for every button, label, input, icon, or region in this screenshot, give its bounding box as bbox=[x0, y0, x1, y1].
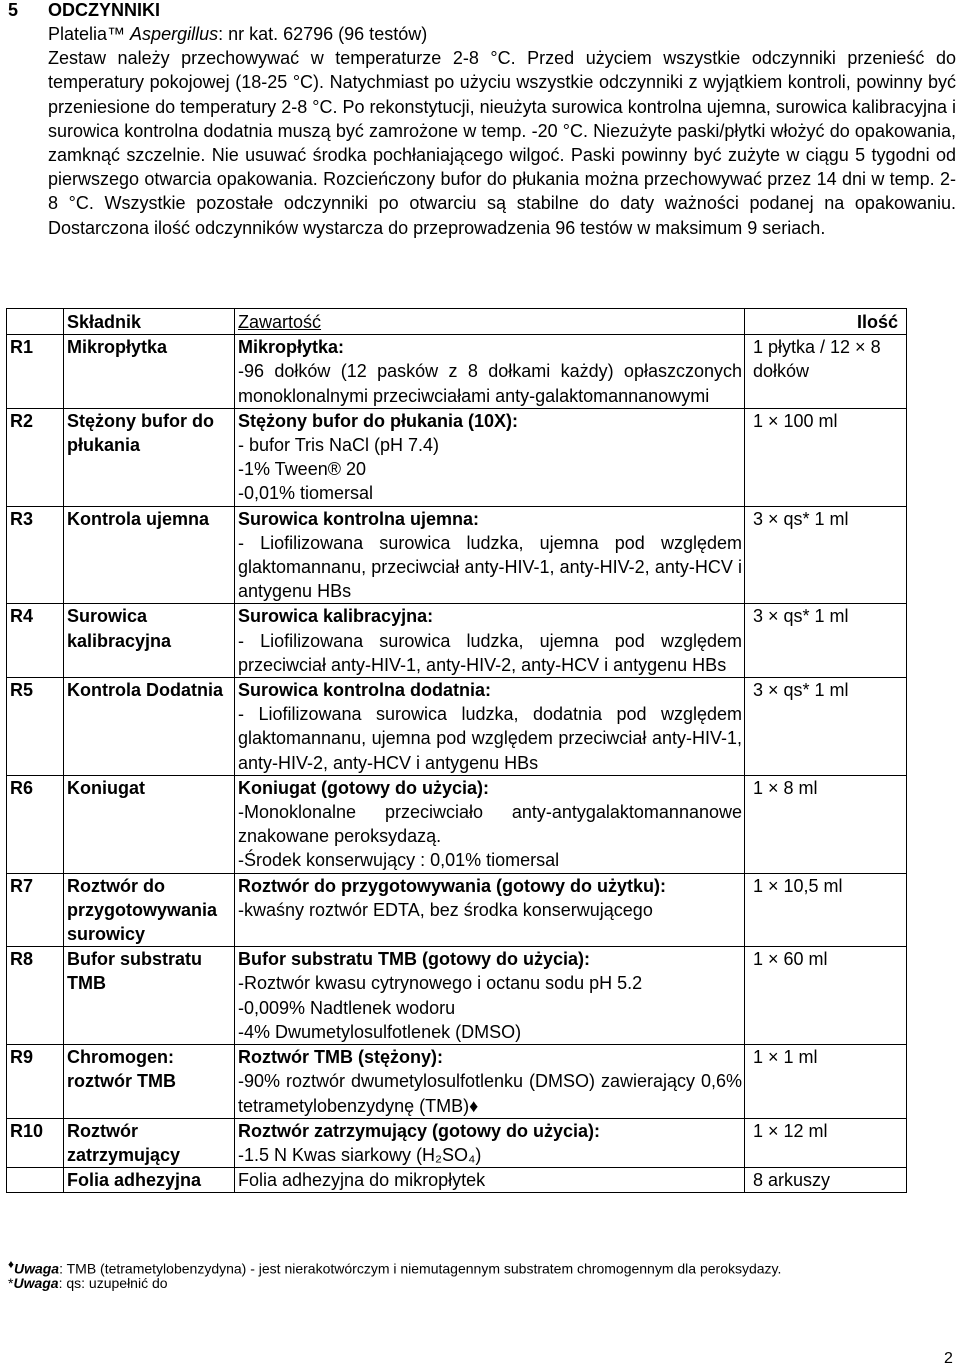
content-line: -0,009% Nadtlenek wodoru bbox=[238, 997, 456, 1018]
table-row bbox=[7, 408, 907, 506]
row-content bbox=[235, 506, 745, 604]
content-line: Folia adhezyjna do mikropłytek bbox=[238, 1170, 486, 1191]
row-content bbox=[235, 947, 745, 1045]
footnote-qs bbox=[8, 1275, 168, 1292]
content-line: -0,01% tiomersal bbox=[238, 483, 374, 504]
footnote-label: Uwaga bbox=[13, 1275, 59, 1291]
table-row bbox=[7, 1168, 907, 1193]
row-code bbox=[7, 1168, 64, 1193]
row-name: Stężony bufor do płukania bbox=[64, 408, 235, 506]
row-content bbox=[235, 678, 745, 776]
row-quantity: 1 × 10,5 ml bbox=[745, 873, 907, 947]
row-content bbox=[235, 604, 745, 678]
row-name: Bufor substratu TMB bbox=[64, 947, 235, 1045]
content-heading: Surowica kalibracyjna: bbox=[238, 606, 434, 627]
content-line: -96 dołków (12 pasków z 8 dołkami każdy) opłaszczonych monoklonalnymi przeciwciałami anty-galaktomannanowymi bbox=[238, 361, 742, 406]
row-name: Koniugat bbox=[64, 775, 235, 873]
row-code: R2 bbox=[7, 408, 64, 506]
row-quantity: 1 × 60 ml bbox=[745, 947, 907, 1045]
footnote-mark: * bbox=[8, 1275, 14, 1291]
row-content bbox=[235, 335, 745, 409]
row-quantity: 8 arkuszy bbox=[745, 1168, 907, 1193]
row-code: R10 bbox=[7, 1118, 64, 1167]
row-quantity: 3 × qs* 1 ml bbox=[745, 678, 907, 776]
row-code: R1 bbox=[7, 335, 64, 409]
content-line: -Środek konserwujący : 0,01% tiomersal bbox=[238, 850, 560, 871]
table-row bbox=[7, 775, 907, 873]
table-row bbox=[7, 678, 907, 776]
table-row bbox=[7, 947, 907, 1045]
content-heading: Koniugat (gotowy do użycia): bbox=[238, 777, 489, 798]
section-number: 5 bbox=[8, 0, 19, 20]
content-line: -1.5 N Kwas siarkowy (H₂SO₄) bbox=[238, 1144, 482, 1165]
section-title: ODCZYNNIKI bbox=[48, 0, 160, 20]
content-line: - Liofilizowana surowica ludzka, ujemna pod względem glaktomannanu, przeciwciał anty-HIV-1, anty-HIV-2, anty-HCV i antygenu HBs bbox=[238, 532, 742, 602]
content-heading: Roztwór do przygotowywania (gotowy do użytku): bbox=[238, 875, 666, 896]
content-heading: Mikropłytka: bbox=[238, 337, 345, 358]
row-quantity: 3 × qs* 1 ml bbox=[745, 506, 907, 604]
row-code: R3 bbox=[7, 506, 64, 604]
content-heading: Roztwór zatrzymujący (gotowy do użycia): bbox=[238, 1120, 601, 1141]
content-line: -kwaśny roztwór EDTA, bez środka konserwującego bbox=[238, 899, 653, 920]
row-quantity: 1 płytka / 12 × 8 dołków bbox=[745, 335, 907, 409]
intro-text bbox=[48, 22, 956, 240]
table-row bbox=[7, 873, 907, 947]
content-heading: Surowica kontrolna ujemna: bbox=[238, 508, 480, 529]
table-row bbox=[7, 506, 907, 604]
row-name: Roztwór zatrzymujący bbox=[64, 1118, 235, 1167]
footnote-text: : TMB (tetrametylobenzydyna) - jest nierakotwórczym i niemutagennym substratem chromogennym dla peroksydazy. bbox=[59, 1260, 782, 1277]
row-code: R8 bbox=[7, 947, 64, 1045]
header-component: Składnik bbox=[64, 309, 235, 335]
row-code: R9 bbox=[7, 1045, 64, 1119]
footnote-mark: ♦ bbox=[8, 1258, 14, 1271]
content-line: - Liofilizowana surowica ludzka, ujemna pod względem przeciwciał anty-HIV-1, anty-HIV-2, anty-HCV i antygenu HBs bbox=[238, 630, 742, 675]
table-row bbox=[7, 335, 907, 409]
header-content: Zawartość bbox=[235, 309, 745, 335]
section-heading bbox=[8, 0, 160, 20]
row-name: Mikropłytka bbox=[64, 335, 235, 409]
row-code: R7 bbox=[7, 873, 64, 947]
content-line: -1% Tween® 20 bbox=[238, 459, 367, 480]
table-header-row bbox=[7, 309, 907, 335]
row-code: R6 bbox=[7, 775, 64, 873]
row-name: Kontrola Dodatnia bbox=[64, 678, 235, 776]
row-content bbox=[235, 1118, 745, 1167]
row-content bbox=[235, 775, 745, 873]
row-content bbox=[235, 873, 745, 947]
product-name: Platelia™ bbox=[48, 24, 131, 44]
table-row bbox=[7, 604, 907, 678]
content-line: -Roztwór kwasu cytrynowego i octanu sodu pH 5.2 bbox=[238, 973, 643, 994]
content-heading: Roztwór TMB (stężony): bbox=[238, 1047, 443, 1068]
product-organism: Aspergillus bbox=[130, 24, 219, 44]
row-name: Kontrola ujemna bbox=[64, 506, 235, 604]
content-heading: Surowica kontrolna dodatnia: bbox=[238, 680, 492, 701]
content-line: -4% Dwumetylosulfotlenek (DMSO) bbox=[238, 1021, 522, 1042]
content-line: -90% roztwór dwumetylosulfotlenku (DMSO) zawierający 0,6% tetrametylobenzydynę (TMB)♦ bbox=[238, 1071, 742, 1116]
row-name: Roztwór do przygotowywania surowicy bbox=[64, 873, 235, 947]
row-quantity: 1 × 1 ml bbox=[745, 1045, 907, 1119]
footnote-label: Uwaga bbox=[13, 1260, 60, 1277]
storage-paragraph: Zestaw należy przechowywać w temperaturze 2-8 °C. Przed użyciem wszystkie odczynniki przenieść do temperatury pokojowej (18-25 °C). Natychmiast po użyciu wszystkie odczynniki z wyjątkiem kontroli, powinny być przeniesione do temperatury 2-8 °C. Po rekonstytucji, nieużyta surowica kontrolna ujemna, surowica kalibracyjna i surowica kontrolna dodatnia muszą być zamrożone w temp. -20 °C. Niezużyte paski/płytki włożyć do opakowania, zamknąć szczelnie. Nie usuwać środka pochłaniającego wilgoć. Paski powinny być zużyte w ciągu 5 tygodni od pierwszego otwarcia opakowania. Rozcieńczony bufor do płukania można przechowywać przez 14 dni w temp. 2-8 °C. Wszystkie pozostałe odczynniki po otwarciu są stabilne do daty ważności podanej na opakowaniu. Dostarczona ilość odczynników wystarcza do przeprowadzenia 96 testów w maksimum 9 seriach. bbox=[48, 48, 956, 238]
row-quantity: 1 × 12 ml bbox=[745, 1118, 907, 1167]
content-heading: Stężony bufor do płukania (10X): bbox=[238, 410, 519, 431]
row-quantity: 3 × qs* 1 ml bbox=[745, 604, 907, 678]
row-quantity: 1 × 100 ml bbox=[745, 408, 907, 506]
row-quantity: 1 × 8 ml bbox=[745, 775, 907, 873]
product-line bbox=[48, 22, 956, 46]
page-number: 2 bbox=[944, 1350, 953, 1367]
row-name: Folia adhezyjna bbox=[64, 1168, 235, 1193]
catalog-number: : nr kat. 62796 (96 testów) bbox=[218, 24, 428, 44]
table-row bbox=[7, 1118, 907, 1167]
content-line: - Liofilizowana surowica ludzka, dodatnia pod względem glaktomannanu, ujemna pod względem przeciwciał anty-HIV-1, anty-HIV-2, anty-HCV i antygenu HBs bbox=[238, 704, 742, 773]
header-quantity: Ilość bbox=[745, 309, 907, 335]
content-line: - bufor Tris NaCl (pH 7.4) bbox=[238, 435, 440, 456]
row-code: R5 bbox=[7, 678, 64, 776]
reagents-table bbox=[6, 308, 907, 1193]
row-content bbox=[235, 408, 745, 506]
content-line: -Monoklonalne przeciwciało anty-antygalaktomannanowe znakowane peroksydazą. bbox=[238, 802, 742, 847]
row-content bbox=[235, 1045, 745, 1119]
row-code: R4 bbox=[7, 604, 64, 678]
row-name: Surowica kalibracyjna bbox=[64, 604, 235, 678]
content-heading: Bufor substratu TMB (gotowy do użycia): bbox=[238, 949, 590, 970]
row-content bbox=[235, 1168, 745, 1193]
table-row bbox=[7, 1045, 907, 1119]
footnote-text: : qs: uzupełnić do bbox=[58, 1275, 168, 1291]
row-name: Chromogen: roztwór TMB bbox=[64, 1045, 235, 1119]
